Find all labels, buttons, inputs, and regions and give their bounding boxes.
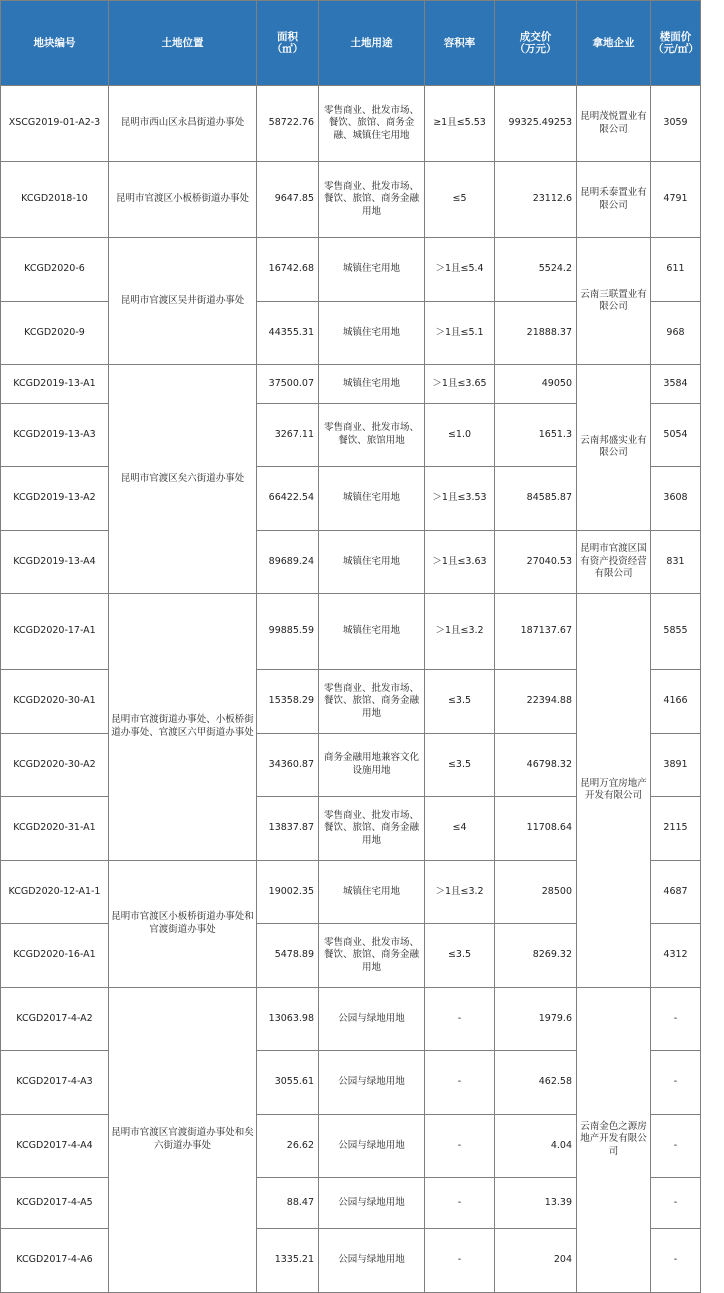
location-cell: 昆明市官渡街道办事处、小板桥街道办事处、官渡区六甲街道办事处	[109, 594, 257, 861]
table-row	[1, 365, 701, 404]
floor-price-cell: -	[651, 1114, 701, 1178]
plot-id-cell: KCGD2020-12-A1-1	[1, 860, 109, 924]
location-cell: 昆明市西山区永昌街道办事处	[109, 86, 257, 162]
land-use-cell: 零售商业、批发市场、餐饮、旅馆、商务金融、城镇住宅用地	[319, 86, 425, 162]
floor-price-cell: 4687	[651, 860, 701, 924]
table-row	[1, 594, 701, 670]
floor-price-cell: 4791	[651, 162, 701, 238]
price-cell: 1651.3	[495, 403, 577, 467]
plot-id-cell: KCGD2017-4-A5	[1, 1178, 109, 1229]
plot-id-cell: KCGD2017-4-A2	[1, 987, 109, 1051]
far-cell: ≤1.0	[425, 403, 495, 467]
area-cell: 15358.29	[257, 670, 319, 734]
plot-id-cell: KCGD2018-10	[1, 162, 109, 238]
floor-price-cell: 831	[651, 530, 701, 594]
floor-price-cell: -	[651, 1178, 701, 1229]
company-cell: 昆明茂悦置业有限公司	[577, 86, 651, 162]
header-floor-price: 楼面价 （元/㎡）	[651, 1, 701, 86]
area-cell: 13063.98	[257, 987, 319, 1051]
far-cell: ＞1且≤5.4	[425, 238, 495, 302]
area-cell: 88.47	[257, 1178, 319, 1229]
area-cell: 9647.85	[257, 162, 319, 238]
header-location: 土地位置	[109, 1, 257, 86]
land-use-cell: 城镇住宅用地	[319, 594, 425, 670]
floor-price-cell: -	[651, 1229, 701, 1293]
far-cell: ＞1且≤3.63	[425, 530, 495, 594]
location-cell: 昆明市官渡区小板桥街道办事处	[109, 162, 257, 238]
floor-price-cell: 611	[651, 238, 701, 302]
floor-price-cell: 3059	[651, 86, 701, 162]
plot-id-cell: KCGD2020-17-A1	[1, 594, 109, 670]
far-cell: ＞1且≤3.65	[425, 365, 495, 404]
area-cell: 13837.87	[257, 797, 319, 861]
plot-id-cell: KCGD2020-30-A2	[1, 733, 109, 797]
floor-price-cell: 4166	[651, 670, 701, 734]
far-cell: -	[425, 1114, 495, 1178]
table-row	[1, 162, 701, 238]
land-use-cell: 公园与绿地用地	[319, 1051, 425, 1115]
far-cell: ≥1且≤5.53	[425, 86, 495, 162]
land-use-cell: 零售商业、批发市场、餐饮、旅馆、商务金融用地	[319, 797, 425, 861]
price-cell: 462.58	[495, 1051, 577, 1115]
area-cell: 34360.87	[257, 733, 319, 797]
header-land-use: 土地用途	[319, 1, 425, 86]
header-far: 容积率	[425, 1, 495, 86]
price-cell: 8269.32	[495, 924, 577, 988]
location-cell: 昆明市官渡区小板桥街道办事处和官渡街道办事处	[109, 860, 257, 987]
land-use-cell: 公园与绿地用地	[319, 1114, 425, 1178]
far-cell: ≤5	[425, 162, 495, 238]
table-row	[1, 987, 701, 1051]
price-cell: 22394.88	[495, 670, 577, 734]
price-cell: 84585.87	[495, 467, 577, 531]
land-use-cell: 零售商业、批发市场、餐饮、旅馆用地	[319, 403, 425, 467]
plot-id-cell: KCGD2020-30-A1	[1, 670, 109, 734]
plot-id-cell: KCGD2019-13-A2	[1, 467, 109, 531]
floor-price-cell: 3584	[651, 365, 701, 404]
land-use-cell: 零售商业、批发市场、餐饮、旅馆、商务金融用地	[319, 670, 425, 734]
land-use-cell: 公园与绿地用地	[319, 1178, 425, 1229]
table-row	[1, 86, 701, 162]
floor-price-cell: 2115	[651, 797, 701, 861]
table-row	[1, 530, 701, 594]
price-cell: 13.39	[495, 1178, 577, 1229]
header-plot-id: 地块编号	[1, 1, 109, 86]
land-use-cell: 城镇住宅用地	[319, 467, 425, 531]
floor-price-cell: 3891	[651, 733, 701, 797]
floor-price-cell: -	[651, 987, 701, 1051]
plot-id-cell: KCGD2019-13-A1	[1, 365, 109, 404]
floor-price-cell: 968	[651, 301, 701, 365]
company-cell: 昆明禾泰置业有限公司	[577, 162, 651, 238]
plot-id-cell: KCGD2020-31-A1	[1, 797, 109, 861]
area-cell: 19002.35	[257, 860, 319, 924]
area-cell: 16742.68	[257, 238, 319, 302]
area-cell: 89689.24	[257, 530, 319, 594]
far-cell: ＞1且≤3.2	[425, 860, 495, 924]
land-use-cell: 零售商业、批发市场、餐饮、旅馆、商务金融用地	[319, 162, 425, 238]
area-cell: 37500.07	[257, 365, 319, 404]
land-use-cell: 商务金融用地兼容文化设施用地	[319, 733, 425, 797]
price-cell: 28500	[495, 860, 577, 924]
price-cell: 21888.37	[495, 301, 577, 365]
far-cell: ＞1且≤5.1	[425, 301, 495, 365]
land-use-cell: 公园与绿地用地	[319, 987, 425, 1051]
header-company: 拿地企业	[577, 1, 651, 86]
plot-id-cell: XSCG2019-01-A2-3	[1, 86, 109, 162]
price-cell: 11708.64	[495, 797, 577, 861]
location-cell: 昆明市官渡区官渡街道办事处和矣六街道办事处	[109, 987, 257, 1292]
land-use-cell: 城镇住宅用地	[319, 301, 425, 365]
area-cell: 3267.11	[257, 403, 319, 467]
location-cell: 昆明市官渡区吴井街道办事处	[109, 238, 257, 365]
header-row: 地块编号 土地位置 面积 （㎡） 土地用途 容积率 成交价 （万元） 拿地企业 楼面价 （元/㎡） 土地单价 （万元/亩）	[1, 1, 701, 86]
location-cell: 昆明市官渡区矣六街道办事处	[109, 365, 257, 594]
area-cell: 44355.31	[257, 301, 319, 365]
price-cell: 99325.49253	[495, 86, 577, 162]
land-use-cell: 城镇住宅用地	[319, 860, 425, 924]
far-cell: -	[425, 1229, 495, 1293]
plot-id-cell: KCGD2017-4-A3	[1, 1051, 109, 1115]
far-cell: ≤3.5	[425, 670, 495, 734]
far-cell: ≤3.5	[425, 924, 495, 988]
price-cell: 5524.2	[495, 238, 577, 302]
plot-id-cell: KCGD2020-6	[1, 238, 109, 302]
price-cell: 27040.53	[495, 530, 577, 594]
plot-id-cell: KCGD2019-13-A4	[1, 530, 109, 594]
table-row	[1, 238, 701, 302]
far-cell: ＞1且≤3.2	[425, 594, 495, 670]
floor-price-cell: 5054	[651, 403, 701, 467]
area-cell: 99885.59	[257, 594, 319, 670]
plot-id-cell: KCGD2020-16-A1	[1, 924, 109, 988]
far-cell: -	[425, 1178, 495, 1229]
plot-id-cell: KCGD2017-4-A6	[1, 1229, 109, 1293]
price-cell: 4.04	[495, 1114, 577, 1178]
floor-price-cell: 3608	[651, 467, 701, 531]
floor-price-cell: 5855	[651, 594, 701, 670]
header-price: 成交价 （万元）	[495, 1, 577, 86]
price-cell: 204	[495, 1229, 577, 1293]
company-cell: 云南邦盛实业有限公司	[577, 365, 651, 531]
company-cell: 昆明市官渡区国有资产投资经营有限公司	[577, 530, 651, 594]
plot-id-cell: KCGD2019-13-A3	[1, 403, 109, 467]
far-cell: ≤4	[425, 797, 495, 861]
land-use-cell: 零售商业、批发市场、餐饮、旅馆、商务金融用地	[319, 924, 425, 988]
area-cell: 58722.76	[257, 86, 319, 162]
company-cell: 云南三联置业有限公司	[577, 238, 651, 365]
area-cell: 1335.21	[257, 1229, 319, 1293]
land-use-cell: 城镇住宅用地	[319, 365, 425, 404]
far-cell: -	[425, 987, 495, 1051]
floor-price-cell: -	[651, 1051, 701, 1115]
price-cell: 23112.6	[495, 162, 577, 238]
area-cell: 5478.89	[257, 924, 319, 988]
far-cell: ≤3.5	[425, 733, 495, 797]
land-use-cell: 公园与绿地用地	[319, 1229, 425, 1293]
price-cell: 187137.67	[495, 594, 577, 670]
price-cell: 1979.6	[495, 987, 577, 1051]
land-use-cell: 城镇住宅用地	[319, 238, 425, 302]
floor-price-cell: 4312	[651, 924, 701, 988]
price-cell: 49050	[495, 365, 577, 404]
company-cell: 昆明万宜房地产开发有限公司	[577, 594, 651, 988]
price-cell: 46798.32	[495, 733, 577, 797]
area-cell: 26.62	[257, 1114, 319, 1178]
plot-id-cell: KCGD2020-9	[1, 301, 109, 365]
area-cell: 3055.61	[257, 1051, 319, 1115]
header-area: 面积 （㎡）	[257, 1, 319, 86]
area-cell: 66422.54	[257, 467, 319, 531]
land-use-cell: 城镇住宅用地	[319, 530, 425, 594]
far-cell: -	[425, 1051, 495, 1115]
company-cell: 云南金色之源房地产开发有限公司	[577, 987, 651, 1292]
far-cell: ＞1且≤3.53	[425, 467, 495, 531]
plot-id-cell: KCGD2017-4-A4	[1, 1114, 109, 1178]
